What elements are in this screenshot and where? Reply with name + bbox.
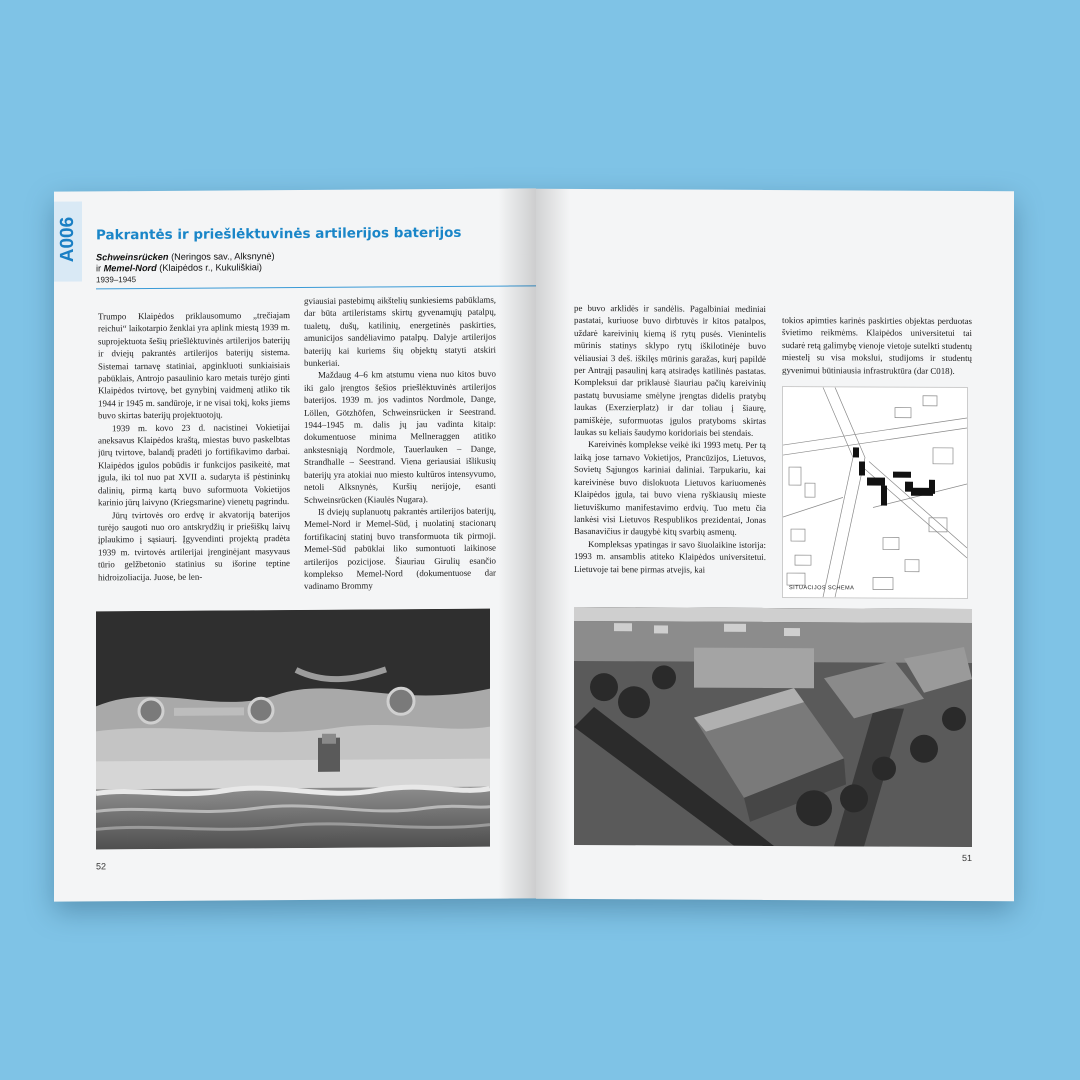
book-spread (48, 190, 1018, 900)
situation-map-drawing (783, 387, 967, 598)
right-page (536, 189, 1014, 902)
paragraph: Maždaug 4–6 km atstumu viena nuo kitos buvo iki galo įrengtos šešios priešlėktuvinės artilerijos baterijos. 1939 m. jos vadintos Nordmole, Dange, Löllen, Götzhöfen, Schweinsrücken ir Seestrand. 1944–1945 m. dalis jų jau vadinta kitaip: dokumentuose minima Mellneraggen atitiko ankstesniąją Nordmole, Tauerlauken – Dange, Strandhalle – Seestrand. Viena geriausiai išlikusių baterijų yra atokiai nuo miesto kultūros intensyvumo, netoli Alksnynės, Kuršių nerijoje, esanti Schweinsrücken (Kiaulės Nugara). (304, 369, 496, 505)
text-column-4 (782, 314, 972, 385)
header-rule (96, 285, 536, 289)
object-code: A006 (57, 216, 78, 263)
subtitle-line-2: ir Memel-Nord (Klaipėdos r., Kukuliškiai) (96, 262, 262, 274)
page-number-right: 51 (962, 852, 973, 864)
text-column-1 (98, 309, 290, 598)
paragraph: tokios apimties karinės paskirties objektas perduotas švietimo reikmėms. Klaipėdos universitetui tai sudarė retą galimybę vienoje vietoje sutelkti studentų miestelį su visa mokslui, studijoms ir studentų gyvenimui būtiniausia infrastruktūra (dar C018). (782, 315, 972, 376)
page-number-left: 52 (96, 861, 107, 872)
years-label: 1939–1945 (96, 275, 137, 285)
paragraph: Kompleksas ypatingas ir savo šiuolaikine istorija: 1993 m. ansamblis atiteko Klaipėdos universitetui. Lietuvoje tai bene pirmas atvejis, kai (574, 538, 766, 575)
subtitle-line-1: Schweinsrücken (Neringos sav., Alksnynė) (96, 251, 275, 263)
aerial-photo-barracks-image (574, 607, 972, 847)
page-title: Pakrantės ir priešlėktuvinės artilerijos baterijos (96, 224, 462, 244)
aerial-photo-barracks (574, 607, 972, 847)
situation-map (782, 386, 968, 599)
paragraph: pe buvo arklidės ir sandėlis. Pagalbiniai mediniai pastatai, kuriuose buvo dirbtuvės ir kitos patalpos, uždarė kareivinių kiemą iš rytų pusės. Vienintelis mūrinis statinys sklypo rytų iškilotinėje buvo vėliausiai 3 deš. iškilęs mūrinis garažas, kurį papildė per Antrąjį pasaulinį karą atsiradęs katilinės pastatas. Kompleksui dar priklausė šiauriau pačių kareivinių pastatų buvusiame smėlyne įrengtas didelis pratybų laukas (Exerzierplatz) ir dar toliau į šiaurę, pamiškėje, suformuotas įgulos pratyboms skirtas laukas su keliais šaudymo koridoriais bei stendais. (574, 302, 766, 438)
aerial-photo-battery (96, 609, 490, 850)
left-page (54, 188, 536, 901)
paragraph: gviausiai pastebimų aikštelių sunkiesiems pabūklams, dar būta artileristams skirtų gyvenamųjų patalpų, tualetų, dušų, katilinių, energetinės paskirties, amunicijos sandėliavimo patalpų. Dalyje artilerijos baterijų kai kuriems šių objektų statyti atskiri bunkeriai. (304, 294, 496, 368)
paragraph: Trumpo Klaipėdos priklausomumo „trečiajam reichui“ laikotarpio ženklai yra aplink miestą 1939 m. suprojektuota šešių priešlėktuvinės artilerijos baterijų ir dviejų pakrantės artilerijos baterijų sistema. Sistemai tarnavę statiniai, apginkluoti sunkiaisiais pabūklais, Antrojo pasaulinio karo metais turėjo ginti Klaipėdos tvirtovę, bet gynybinį vaidmenį atliko tik 1944 ir 1945 m. sandūroje, ir ne visai tokį, koks jiems buvo skirtas baterijų projektuotojų. (98, 310, 290, 421)
text-column-2 (304, 294, 496, 597)
paragraph: Iš dviejų suplanuotų pakrantės artilerijos baterijų, Memel-Nord ir Memel-Süd, į nuolatinį stacionarų fortifikacinį statinį buvo transformuota tik pirmoji. Memel-Süd pabūklai liko sumontuoti laikinose artilerijos pozicijose. Šiauriau Girulių esančio komplekso Memel-Nord (dokumentuose dar vadinamo Brommy (304, 505, 496, 592)
paragraph: Kareivinės komplekse veikė iki 1993 metų. Per tą laiką jose tarnavo Vokietijos, Prancūzijos, Lietuvos, Sovietų Sąjungos kariniai daliniai. Tarpukariu, kai kareivinėse buvo dislokuota Lietuvos kariuomenės Klaipėdos įgula, tai buvo viena ryškiausių mieste lietuviškumo manifestavimo erdvių. Tuo metu čia lankėsi visi Lietuvos Respublikos prezidentai, Jonas Basanavičius ir daugybė kitų svarbių asmenų. (574, 439, 766, 538)
paragraph: Jūrų tvirtovės oro erdvę ir akvatoriją baterijos turėjo saugoti nuo oro antskrydžių ir priešiškų laivų įplaukimo į sąsiaurį. Įgyvendinti projektą pradėta 1939 m. tvirtovės artilerijai įrenginėjant masyvaus tūrio gelžbetonio statinius su išorine teptine hidroizoliacija. Juose, be len- (98, 508, 290, 582)
paragraph: 1939 m. kovo 23 d. nacistinei Vokietijai aneksavus Klaipėdos kraštą, miestas buvo paskelbtas jūrų tvirtove, balandį pradėti jo fortifikavimo darbai. Klaipėdos įgulos pobūdis ir funkcijos pasikeitė, mat įgula, iki tol nuo pat XVII a. sudaryta iš pėstininkų dalinių, pirmą kartą buvo suformuota Vokietijos karinio jūrų laivyno (Kriegsmarine) vienetų pagrindu. (98, 421, 290, 508)
map-caption: SITUACIJOS SCHEMA (789, 585, 855, 592)
text-column-3 (574, 302, 766, 595)
aerial-photo-battery-image (96, 609, 490, 850)
